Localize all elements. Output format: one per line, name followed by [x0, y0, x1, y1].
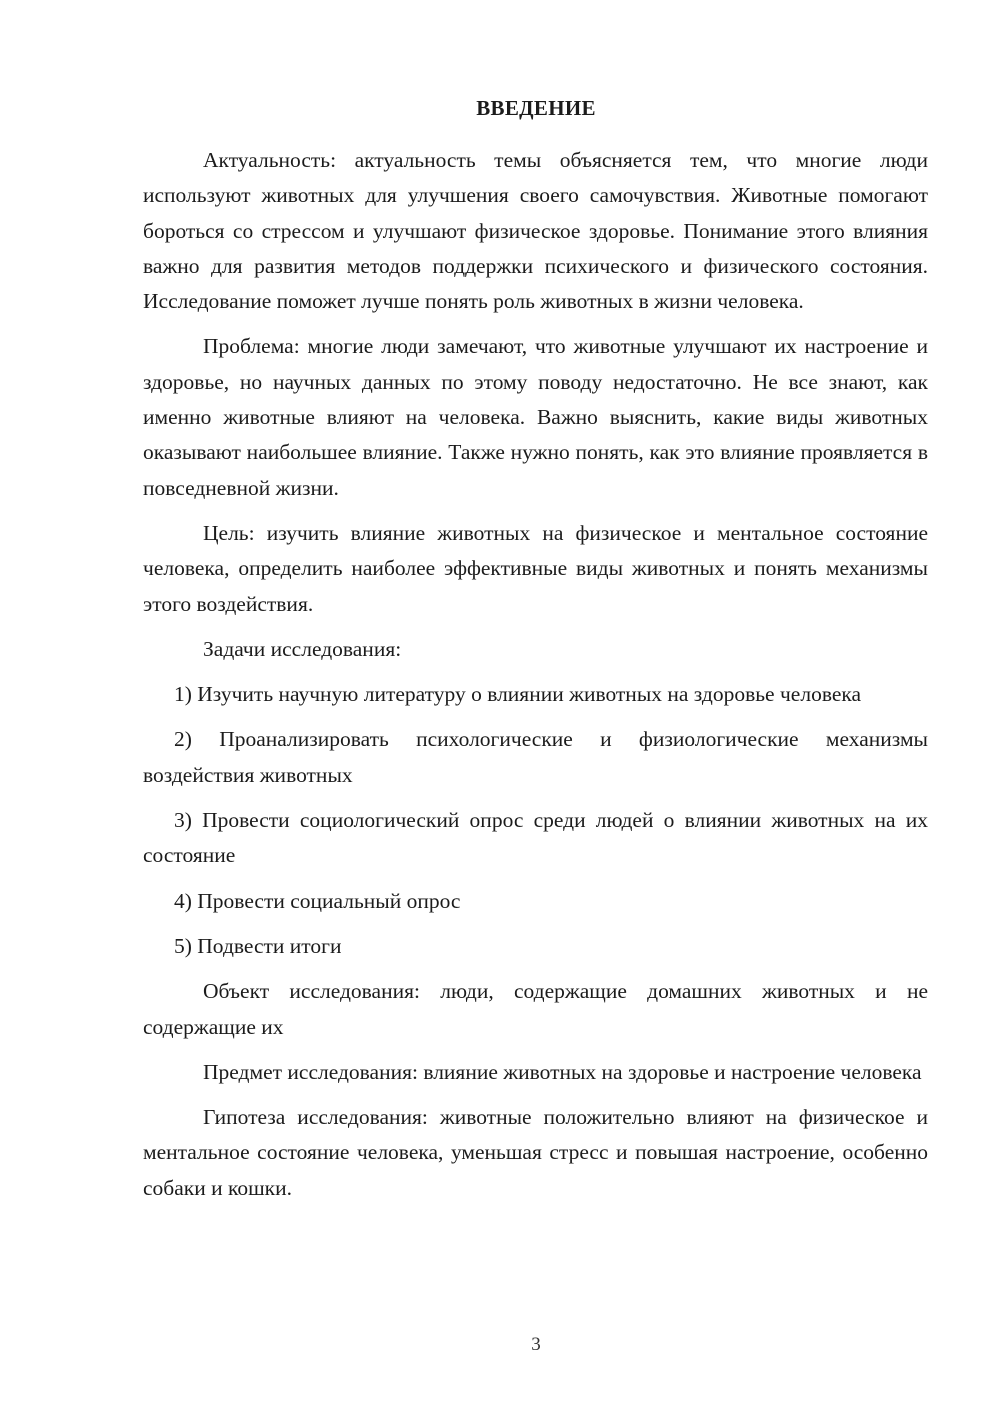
- task-item-5: 5) Подвести итоги: [174, 933, 342, 958]
- task-item-1: 1) Изучить научную литературу о влиянии животных на здоровье человека: [174, 682, 862, 707]
- task-item-2: 2) Проанализировать психологические и физиологические механизмы воздействия животных: [143, 727, 928, 787]
- task-item-3: 3) Провести социологический опрос среди людей о влиянии животных на их состояние: [143, 808, 928, 868]
- hypothesis-paragraph: Гипотеза исследования: животные положительно влияют на физическое и ментальное состояние человека, уменьшая стресс и повышая настроение, особенно собаки и кошки.: [143, 1105, 928, 1200]
- task-item-4: 4) Провести социальный опрос: [174, 888, 461, 913]
- page-title: ВВЕДЕНИЕ: [476, 96, 596, 120]
- document-body: [143, 143, 928, 1206]
- page-number: 3: [531, 1334, 541, 1355]
- object-paragraph: Объект исследования: люди, содержащие домашних животных и не содержащие их: [143, 979, 928, 1039]
- subject-paragraph: Предмет исследования: влияние животных на здоровье и настроение человека: [203, 1059, 922, 1084]
- relevance-paragraph: Актуальность: актуальность темы объясняется тем, что многие люди используют животных для улучшения своего самочувствия. Животные помогают бороться со стрессом и улучшают физическое здоровье. Понимание этого влияния важно для развития методов поддержки психического и физического состояния. Исследование поможет лучше понять роль животных в жизни человека.: [143, 148, 928, 314]
- tasks-heading: Задачи исследования:: [203, 636, 402, 661]
- goal-paragraph: Цель: изучить влияние животных на физическое и ментальное состояние человека, определить наиболее эффективные виды животных и понять механизмы этого воздействия.: [143, 520, 928, 616]
- problem-paragraph: Проблема: многие люди замечают, что животные улучшают их настроение и здоровье, но научных данных по этому поводу недостаточно. Не все знают, как именно животные влияют на человека. Важно выяснить, какие виды животных оказывают наибольшее влияние. Также нужно понять, как это влияние проявляется в повседневной жизни.: [143, 334, 928, 500]
